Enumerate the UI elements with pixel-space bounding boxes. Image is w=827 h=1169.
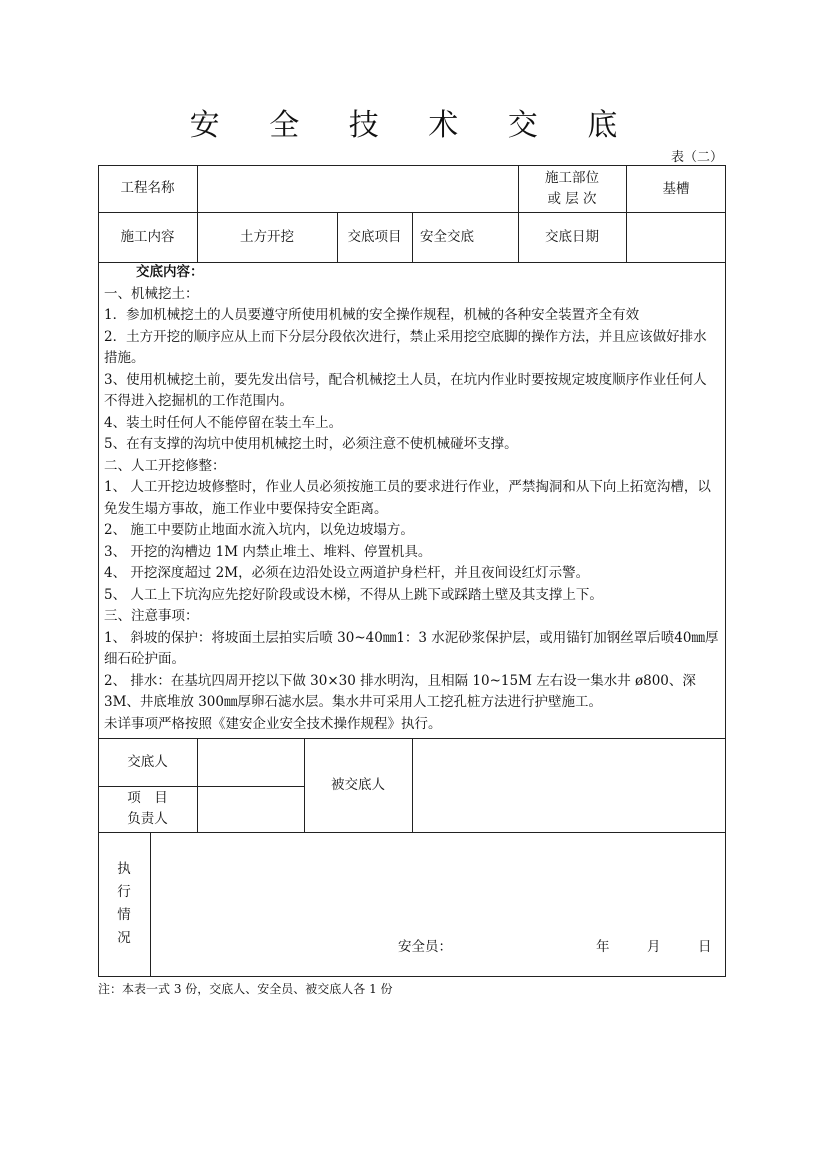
project-name-value[interactable] [197,165,518,212]
content-line: 1、 人工开挖边坡修整时，作业人员必须按施工员的要求进行作业，严禁掏洞和从下向上拓宽沟槽，以免发生塌方事故，施工作业中要保持安全距离。 [104,479,711,517]
content-line: 1、 斜坡的保护：将坡面土层拍实后喷 30~40㎜1：3 水泥砂浆保护层，或用锚钉加钢丝罩后喷40㎜厚细石砼护面。 [104,629,719,667]
content-line: 4、装土时任何人不能停留在装土车上。 [104,414,343,431]
month-label: 月 [647,939,661,955]
footnote: 注：本表一式 3 份，交底人、安全员、被交底人各 1 份 [98,982,393,996]
recipient-signature[interactable] [412,738,726,832]
date-value[interactable] [626,212,726,262]
day-label: 日 [698,939,712,955]
content-heading: 交底内容： [136,264,204,280]
row-divider [98,832,726,833]
project-leader-label-line1: 项 目 [127,790,168,806]
recipient-label: 被交底人 [331,776,385,793]
form-number: 表（二） [670,150,723,165]
content-line: 2．土方开挖的顺序应从上而下分层分段依次进行，禁止采用挖空底脚的操作方法，并且应该做好排水措施。 [104,328,707,366]
discloser-label: 交底人 [127,753,168,770]
content-line: 3、使用机械挖土前，要先发出信号，配合机械挖土人员，在坑内作业时要按规定坡度顺序作业任何人不得进入挖掘机的工作范围内。 [104,371,707,409]
location-label [518,165,626,212]
project-leader-label-line2: 负责人 [127,811,168,827]
safety-officer-label: 安全员： [398,939,452,955]
col-divider [150,832,151,977]
execution-char: 执 [117,861,131,877]
item-value[interactable]: 安全交底 [420,228,474,245]
content-line: 三、注意事项： [104,608,199,624]
disclosure-content [104,262,720,735]
location-label-line1: 施工部位 [545,169,599,186]
execution-label [98,858,150,950]
execution-char: 况 [117,930,131,946]
work-content-label: 施工内容 [120,228,175,245]
content-line: 5、 人工上下坑沟应先挖好阶段或设木梯，不得从上跳下或踩踏土壁及其支撑上下。 [104,586,603,603]
content-line: 二、人工开挖修整： [104,457,226,474]
content-line: 5、在有支撑的沟坑中使用机械挖土时，必须注意不使机械碰坏支撑。 [104,436,518,452]
project-name-label: 工程名称 [120,180,175,196]
content-line: 未详事项严格按照《建安企业安全技术操作规程》执行。 [104,715,442,732]
project-leader-label [98,786,197,832]
content-line: 一、机械挖土： [104,285,199,302]
content-line: 2、 排水：在基坑四周开挖以下做 30×30 排水明沟，且相隔 10~15M 左右设一集水井 ø800、深3M、井底堆放 300㎜厚卵石滤水层。集水井可采用人工挖孔桩方法进行护壁施工。 [104,672,696,710]
location-value[interactable]: 基槽 [662,181,690,197]
content-line: 3、 开挖的沟槽边 1M 内禁止堆土、堆料、停置机具。 [104,543,432,560]
year-label: 年 [596,939,610,955]
work-content-value[interactable]: 土方开挖 [240,228,294,245]
item-label: 交底项目 [347,228,402,245]
location-label-line2: 或 层 次 [547,190,597,207]
content-line: 1．参加机械挖土的人员要遵守所使用机械的安全操作规程，机械的各种安全装置齐全有效 [104,307,640,323]
project-leader-signature[interactable] [197,786,304,832]
content-line: 4、 开挖深度超过 2M，必须在边沿处设立两道护身栏杆，并且夜间设红灯示警。 [104,565,590,581]
execution-char: 情 [117,907,131,923]
date-label: 交底日期 [545,228,599,245]
execution-char: 行 [117,884,131,900]
discloser-signature[interactable] [197,738,304,786]
content-line: 2、 施工中要防止地面水流入坑内，以免边坡塌方。 [104,522,414,538]
page-title: 安 全 技 术 交 底 [189,108,638,143]
